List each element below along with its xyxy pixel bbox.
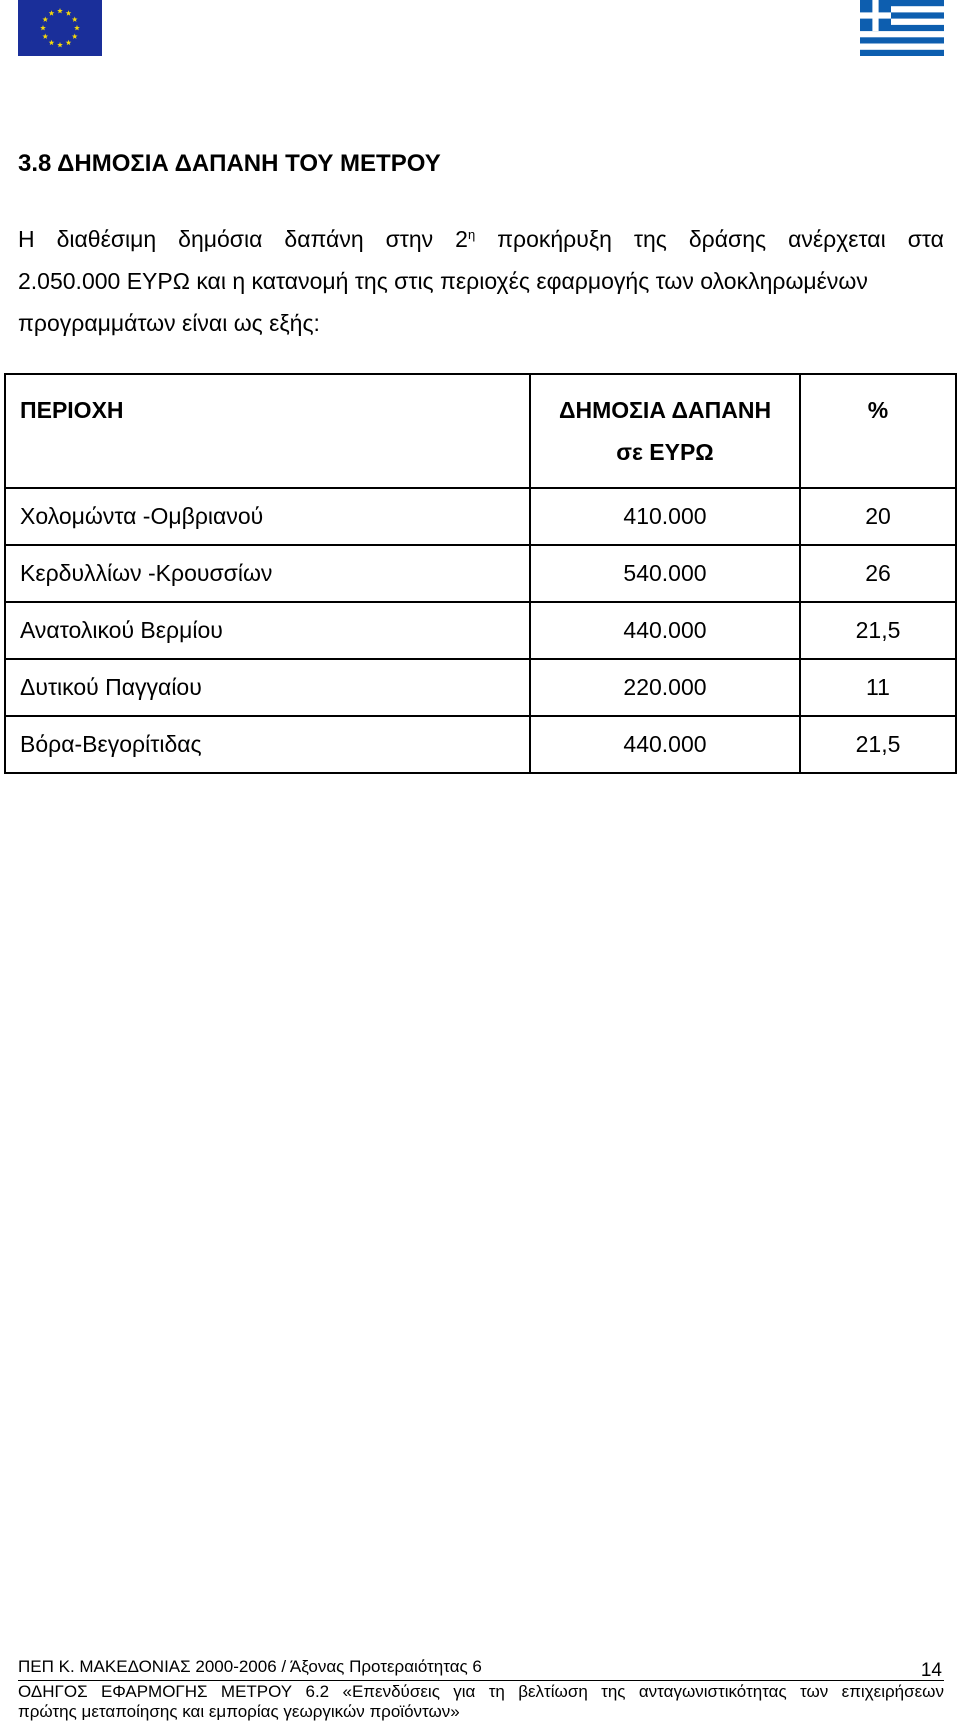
intro-word: στην <box>385 226 434 252</box>
page-number: 14 <box>920 1660 942 1681</box>
footer-program-line: ΠΕΠ Κ. ΜΑΚΕΔΟΝΙΑΣ 2000-2006 / Άξονας Προτεραιότητας 6 <box>18 1657 482 1676</box>
header-region: ΠΕΡΙΟΧΗ <box>5 374 530 488</box>
intro-word: στα <box>907 226 944 252</box>
footer-guide-line-2: πρώτης μεταποίησης και εμπορίας γεωργικών προϊόντων» <box>18 1702 460 1721</box>
amount-cell: 540.000 <box>530 545 800 602</box>
percent-cell: 20 <box>800 488 956 545</box>
intro-word: δράσης <box>688 226 767 252</box>
intro-word: προκήρυξη <box>497 226 612 252</box>
footer-guide-line <box>18 1682 944 1702</box>
footer-word: της <box>601 1682 626 1701</box>
amount-cell: 440.000 <box>530 602 800 659</box>
section-title: 3.8 ΔΗΜΟΣΙΑ ΔΑΠΑΝΗ ΤΟΥ ΜΕΤΡΟΥ <box>18 150 441 177</box>
percent-cell: 21,5 <box>800 716 956 773</box>
table-row <box>5 545 956 602</box>
footer-divider <box>18 1680 944 1681</box>
public-spending-table <box>4 373 957 774</box>
percent-cell: 26 <box>800 545 956 602</box>
intro-line-1 <box>18 218 944 260</box>
intro-word: διαθέσιμη <box>56 226 157 252</box>
intro-line-3: προγραμμάτων είναι ως εξής: <box>18 310 320 336</box>
table-row <box>5 659 956 716</box>
region-cell: Δυτικού Παγγαίου <box>5 659 530 716</box>
footer-word: των <box>800 1682 829 1701</box>
intro-line-2: 2.050.000 ΕΥΡΩ και η κατανομή της στις περιοχές εφαρμογής των ολοκληρωμένων <box>18 268 868 294</box>
region-cell: Βόρα-Βεγορίτιδας <box>5 716 530 773</box>
intro-word-ordinal: $2^\eta$ <box>455 226 476 252</box>
intro-word: Η <box>18 226 35 252</box>
footer-word: για <box>453 1682 476 1701</box>
ordinal-superscript: η <box>467 227 476 242</box>
table-row <box>5 716 956 773</box>
eu-flag-icon <box>18 0 102 56</box>
intro-word: ανέρχεται <box>788 226 886 252</box>
footer-word: ΕΦΑΡΜΟΓΗΣ <box>100 1682 208 1701</box>
table-row <box>5 602 956 659</box>
footer-word: «Επενδύσεις <box>342 1682 440 1701</box>
table-row <box>5 488 956 545</box>
intro-word: δημόσια <box>178 226 263 252</box>
region-cell: Κερδυλλίων -Κρουσσίων <box>5 545 530 602</box>
footer-word: βελτίωση <box>518 1682 588 1701</box>
percent-cell: 21,5 <box>800 602 956 659</box>
percent-cell: 11 <box>800 659 956 716</box>
footer-word: τη <box>488 1682 505 1701</box>
footer-word: 6.2 <box>305 1682 330 1701</box>
footer-word: ανταγωνιστικότητας <box>638 1682 787 1701</box>
amount-cell: 410.000 <box>530 488 800 545</box>
amount-cell: 220.000 <box>530 659 800 716</box>
intro-paragraph <box>18 218 944 344</box>
table-header-row <box>5 374 956 488</box>
header-percent: % <box>800 374 956 488</box>
region-cell: Ανατολικού Βερμίου <box>5 602 530 659</box>
footer-word: επιχειρήσεων <box>841 1682 944 1701</box>
header-amount: ΔΗΜΟΣΙΑ ΔΑΠΑΝΗ σε ΕΥΡΩ <box>530 374 800 488</box>
footer-word: ΟΔΗΓΟΣ <box>18 1682 88 1701</box>
intro-word: δαπάνη <box>284 226 364 252</box>
greek-flag-icon <box>860 0 944 56</box>
amount-cell: 440.000 <box>530 716 800 773</box>
intro-word: της <box>633 226 667 252</box>
region-cell: Χολομώντα -Ομβριανού <box>5 488 530 545</box>
footer-word: ΜΕΤΡΟΥ <box>220 1682 293 1701</box>
